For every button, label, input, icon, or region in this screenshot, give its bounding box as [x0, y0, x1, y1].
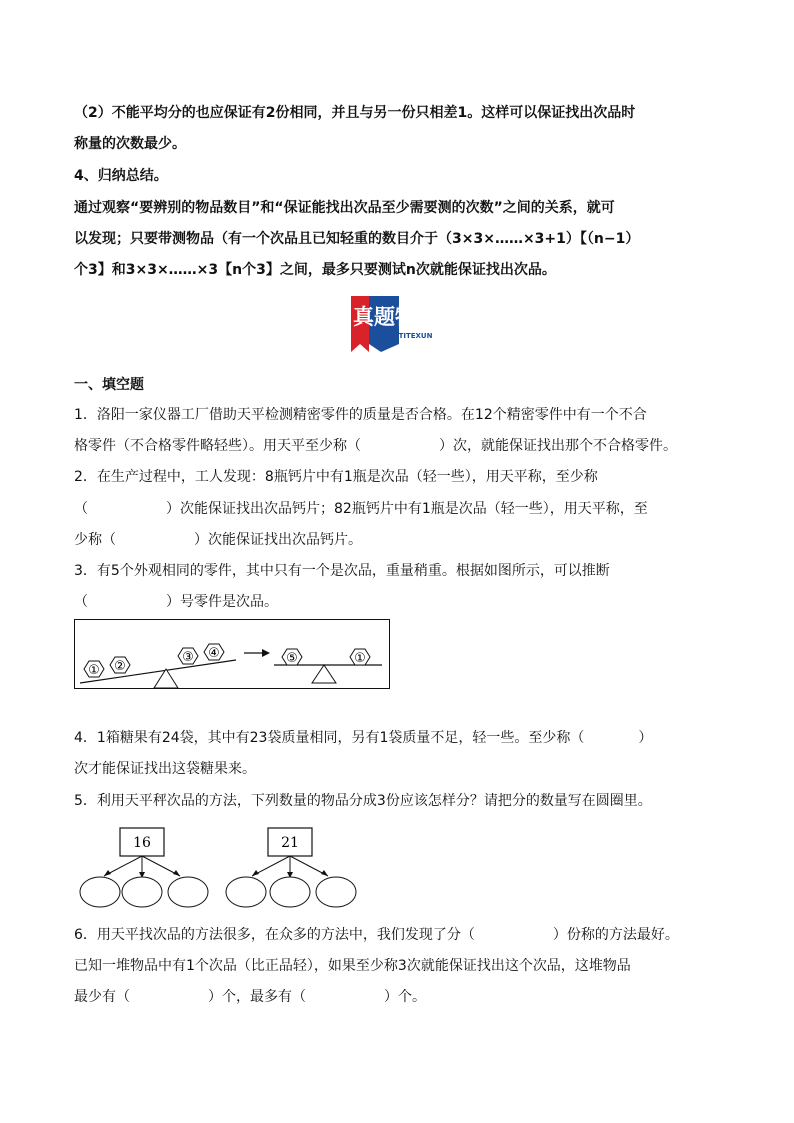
q6-line-1: [74, 926, 734, 944]
q3-line-2: [74, 593, 734, 611]
summary-line-1: （2）不能平均分的也应保证有2份相同，并且与另一份只相差1。这样可以保证找出次品时: [74, 105, 636, 121]
q4-text-b: ）: [638, 730, 653, 746]
number-box-21-label: 21: [281, 835, 299, 851]
weight-label: ⑤: [286, 651, 298, 666]
answer-circle[interactable]: [80, 877, 120, 907]
q2-line-1: 2．在生产过程中，工人发现：8瓶钙片中有1瓶是次品（轻一些），用天平称，至少称: [74, 469, 598, 485]
answer-circle[interactable]: [270, 877, 310, 907]
zhentitexun-logo: [347, 292, 449, 354]
q6-line-2: 已知一堆物品中有1个次品（比正品轻），如果至少称3次就能保证找出这个次品，这堆物品: [74, 958, 631, 974]
q2-line-2: [74, 500, 734, 518]
weight-label: ①: [354, 651, 366, 666]
summary-heading-4: 4、归纳总结。: [74, 168, 168, 184]
summary-line-3: 通过观察“要辨别的物品数目”和“保证能找出次品至少需要测的次数”之间的关系，就可: [74, 200, 615, 216]
division-figure: [74, 826, 374, 908]
q2-line-3: [74, 531, 734, 549]
balance-diagram: [74, 619, 390, 689]
q6-text-b: ）份称的方法最好。: [552, 927, 679, 943]
q4-text-a: 4．1箱糖果有24袋，其中有23袋质量相同，另有1袋质量不足，轻一些。至少称（: [74, 730, 585, 746]
division-diagram: [74, 826, 374, 908]
q2-text-b: ）次能保证找出次品钙片；82瓶钙片中有1瓶是次品（轻一些），用天平称，至: [166, 501, 648, 517]
section-title: 一、填空题: [74, 377, 144, 393]
q4-line-2: 次才能保证找出这袋糖果来。: [74, 761, 256, 777]
number-box-16-label: 16: [133, 835, 151, 851]
q1-text-b: ）次，就能保证找出那个不合格零件。: [439, 438, 677, 454]
q6-line-3: [74, 988, 734, 1006]
q3-text-a: （: [74, 594, 88, 610]
weight-label: ②: [114, 659, 126, 674]
answer-circle[interactable]: [226, 877, 266, 907]
summary-line-2: 称量的次数最少。: [74, 136, 186, 152]
q1-line-1: 1．洛阳一家仪器工厂借助天平检测精密零件的质量是否合格。在12个精密零件中有一个不合: [74, 407, 647, 423]
q1-text-a: 格零件（不合格零件略轻些）。用天平至少称（: [74, 438, 361, 454]
q2-text-d: ）次能保证找出次品钙片。: [194, 532, 362, 548]
answer-circle[interactable]: [122, 877, 162, 907]
q6-text-d: ）个，最多有（: [208, 989, 306, 1005]
summary-line-4: 以发现；只要带测物品（有一个次品且已知轻重的数目介于（3×3×……×3+1）【（n−1）: [74, 231, 640, 247]
weight-label: ③: [182, 650, 194, 665]
logo-graphic: [347, 292, 449, 354]
weight-label: ④: [208, 646, 220, 661]
q3-line-1: 3．有5个外观相同的零件，其中只有一个是次品，重量稍重。根据如图所示，可以推断: [74, 563, 610, 579]
q1-line-2: [74, 437, 734, 455]
answer-circle[interactable]: [168, 877, 208, 907]
summary-line-5: 个3】和3×3×……×3【n个3】之间，最多只要测试n次就能保证找出次品。: [74, 262, 556, 278]
q3-text-b: ）号零件是次品。: [166, 594, 278, 610]
logo-text: 真题特训: [353, 305, 437, 329]
q6-text-e: ）个。: [384, 989, 426, 1005]
q6-text-a: 6．用天平找次品的方法很多，在众多的方法中，我们发现了分（: [74, 927, 475, 943]
q6-text-c: 最少有（: [74, 989, 130, 1005]
q5-line-1: 5．利用天平秤次品的方法，下列数量的物品分成3份应该怎样分？请把分的数量写在圆圈里。: [74, 793, 652, 809]
logo-subtext: ZHENTITEXUN: [377, 332, 433, 340]
weight-label: ①: [88, 663, 100, 678]
balance-figure: [74, 619, 390, 689]
q4-line-1: [74, 729, 734, 747]
q2-text-a: （: [74, 501, 88, 517]
q2-text-c: 少称（: [74, 532, 116, 548]
answer-circle[interactable]: [316, 877, 356, 907]
